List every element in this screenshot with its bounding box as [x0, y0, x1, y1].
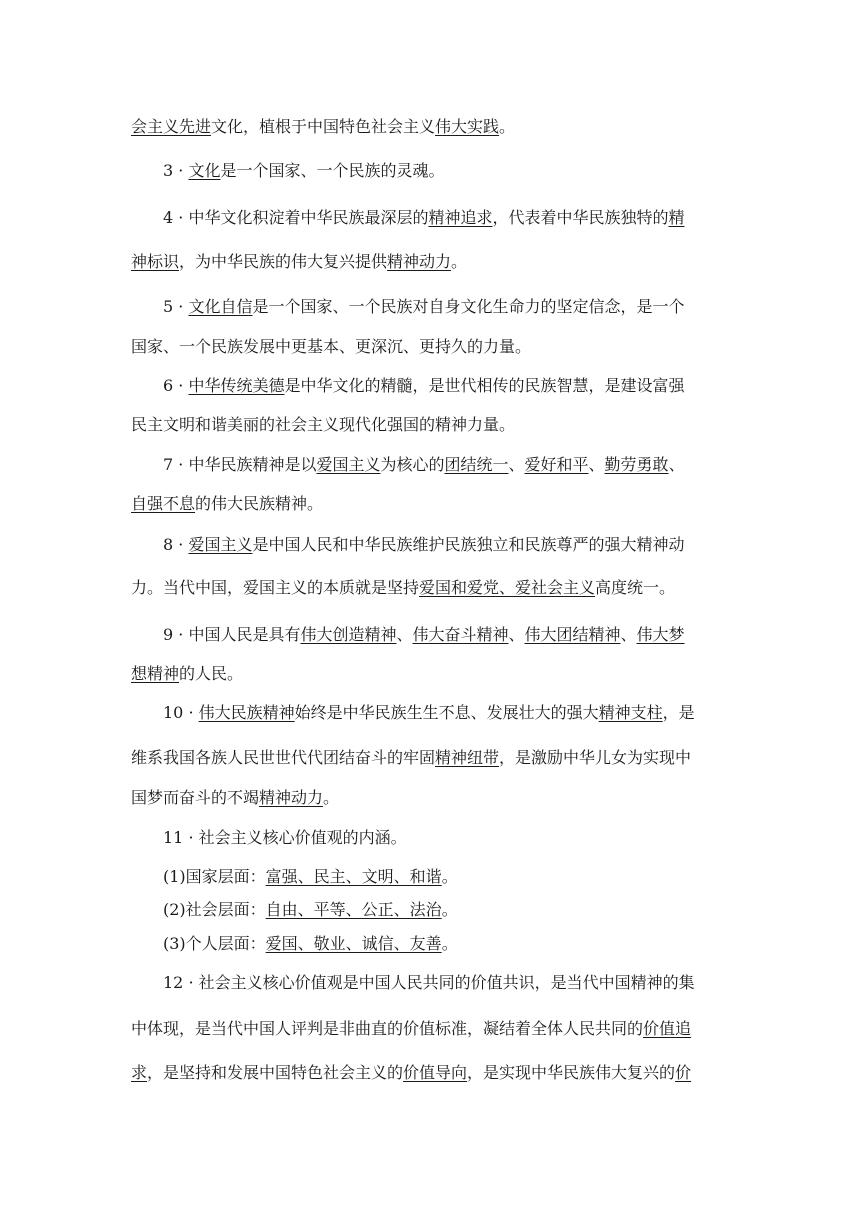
- text-segment: 、: [508, 455, 525, 474]
- text-segment: 高度统一。: [595, 578, 676, 597]
- text-line: [163, 534, 763, 556]
- underlined-term: 精神纽带: [435, 748, 500, 767]
- text-segment: 国家、一个民族发展中更基本、更深沉、更持久的力量。: [131, 337, 532, 356]
- text-segment: 11 · 社会主义核心价值观的内涵。: [163, 828, 407, 847]
- text-segment: 、: [588, 455, 605, 474]
- underlined-term: 伟大奋斗精神: [412, 625, 509, 644]
- text-line: [163, 207, 763, 229]
- text-line: [163, 296, 763, 318]
- text-segment: 始终是中华民族生生不息、发展壮大的强大: [294, 703, 599, 722]
- text-segment: ，是: [662, 703, 695, 722]
- text-line: [131, 1062, 731, 1084]
- underlined-term: 精神动力: [387, 252, 452, 271]
- text-line: [131, 787, 731, 809]
- underlined-term: 求: [131, 1063, 148, 1082]
- text-line: [131, 577, 731, 599]
- text-segment: 6 ·: [163, 376, 189, 395]
- text-segment: 的伟大民族精神。: [195, 494, 324, 513]
- text-segment: 3 ·: [163, 161, 189, 180]
- text-line: [131, 747, 731, 769]
- text-segment: 。: [451, 252, 468, 271]
- underlined-term: 精神追求: [428, 208, 493, 227]
- underlined-term: 会主义先进: [131, 117, 212, 136]
- underlined-term: 价值导向: [403, 1063, 468, 1082]
- underlined-term: 中华传统美德: [188, 376, 285, 395]
- text-line: [163, 702, 763, 724]
- text-segment: 9 · 中国人民是具有: [163, 625, 301, 644]
- text-segment: 。: [323, 788, 340, 807]
- text-segment: 是中华文化的精髓，是世代相传的民族智慧，是建设富强: [284, 376, 685, 395]
- text-segment: 10 ·: [163, 703, 199, 722]
- text-segment: 、: [668, 455, 685, 474]
- text-segment: 、: [620, 625, 637, 644]
- text-line: [163, 375, 763, 397]
- text-line: [163, 454, 763, 476]
- text-line: [163, 899, 763, 921]
- text-segment: 。: [441, 867, 458, 886]
- text-line: [163, 866, 763, 888]
- text-segment: ，是激励中华儿女为实现中: [499, 748, 692, 767]
- text-segment: 中体现，是当代中国人评判是非曲直的价值标准，凝结着全体人民共同的: [131, 1019, 644, 1038]
- text-segment: 。: [441, 900, 458, 919]
- text-line: [131, 414, 731, 436]
- underlined-term: 价: [675, 1063, 692, 1082]
- text-segment: ，是坚持和发展中国特色社会主义的: [147, 1063, 404, 1082]
- underlined-term: 爱国主义: [188, 535, 253, 554]
- text-line: [131, 336, 731, 358]
- underlined-term: 伟大实践: [435, 117, 500, 136]
- text-segment: 、: [508, 625, 525, 644]
- text-segment: 5 ·: [163, 297, 189, 316]
- text-segment: 是中国人民和中华民族维护民族独立和民族尊严的强大精神动: [252, 535, 685, 554]
- underlined-term: 爱国主义: [316, 455, 381, 474]
- text-segment: 8 ·: [163, 535, 189, 554]
- text-line: [131, 663, 731, 685]
- text-line: [163, 972, 763, 994]
- text-line: [131, 1018, 731, 1040]
- underlined-term: 自强不息: [131, 494, 196, 513]
- underlined-term: 爱国和爱党、爱社会主义: [419, 578, 596, 597]
- text-segment: 国梦而奋斗的不竭: [131, 788, 260, 807]
- text-segment: 维系我国各族人民世世代代团结奋斗的牢固: [131, 748, 436, 767]
- text-segment: 文化，植根于中国特色社会主义: [211, 117, 436, 136]
- text-line: [131, 116, 731, 138]
- text-segment: 7 · 中华民族精神是以: [163, 455, 317, 474]
- text-line: [131, 251, 731, 273]
- text-segment: (1)国家层面：: [163, 867, 266, 886]
- text-segment: 力。当代中国，爱国主义的本质就是坚持: [131, 578, 420, 597]
- text-segment: 4 · 中华文化积淀着中华民族最深层的: [163, 208, 429, 227]
- text-line: [163, 624, 763, 646]
- underlined-term: 伟大梦: [636, 625, 685, 644]
- text-segment: ，是实现中华民族伟大复兴的: [467, 1063, 676, 1082]
- text-segment: 为核心的: [380, 455, 445, 474]
- text-segment: 。: [441, 934, 458, 953]
- underlined-term: 富强、民主、文明、和谐: [265, 867, 442, 886]
- text-segment: 。: [499, 117, 516, 136]
- underlined-term: 精: [668, 208, 685, 227]
- underlined-term: 想精神: [131, 664, 180, 683]
- text-line: [131, 493, 731, 515]
- text-segment: 、: [396, 625, 413, 644]
- underlined-term: 爱国、敬业、诚信、友善: [265, 934, 442, 953]
- text-segment: 是一个国家、一个民族对自身文化生命力的坚定信念，是一个: [252, 297, 685, 316]
- text-line: [163, 933, 763, 955]
- underlined-term: 自由、平等、公正、法治: [265, 900, 442, 919]
- underlined-term: 伟大民族精神: [198, 703, 295, 722]
- underlined-term: 文化自信: [188, 297, 253, 316]
- text-segment: (3)个人层面：: [163, 934, 266, 953]
- text-segment: 12 · 社会主义核心价值观是中国人民共同的价值共识，是当代中国精神的集: [163, 973, 695, 992]
- text-segment: ，为中华民族的伟大复兴提供: [179, 252, 388, 271]
- underlined-term: 精神动力: [259, 788, 324, 807]
- underlined-term: 爱好和平: [524, 455, 589, 474]
- text-segment: 是一个国家、一个民族的灵魂。: [220, 161, 445, 180]
- underlined-term: 神标识: [131, 252, 180, 271]
- text-segment: ，代表着中华民族独特的: [492, 208, 669, 227]
- underlined-term: 团结统一: [444, 455, 509, 474]
- text-line: [163, 160, 763, 182]
- underlined-term: 伟大创造精神: [300, 625, 397, 644]
- text-segment: (2)社会层面：: [163, 900, 266, 919]
- underlined-term: 精神支柱: [598, 703, 663, 722]
- underlined-term: 价值追: [643, 1019, 692, 1038]
- underlined-term: 文化: [188, 161, 221, 180]
- underlined-term: 伟大团结精神: [524, 625, 621, 644]
- underlined-term: 勤劳勇敢: [604, 455, 669, 474]
- text-line: [163, 827, 763, 849]
- text-segment: 民主文明和谐美丽的社会主义现代化强国的精神力量。: [131, 415, 516, 434]
- text-segment: 的人民。: [179, 664, 244, 683]
